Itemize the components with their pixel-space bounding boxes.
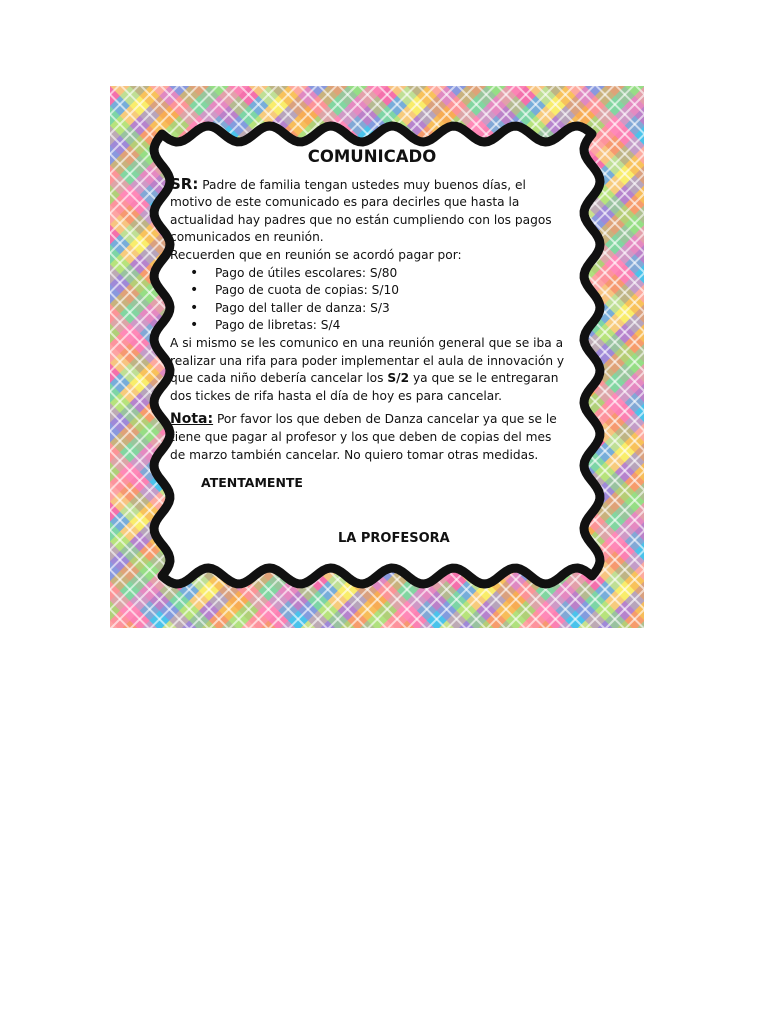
raffle-paragraph [170, 335, 566, 405]
note-paragraph [170, 411, 566, 464]
payment-item: • Pago de libretas: S/4 [170, 317, 566, 335]
note-label: Nota: [170, 411, 214, 428]
salutation: SR: [170, 174, 199, 193]
recall-line: Recuerden que en reunión se acordó pagar por: [170, 247, 462, 262]
raffle-text-start: A si mismo se les comunico en una reunión general que se iba a realizar una rifa para poder implementar el aula de innovación y que cada niño debería cancelar los [170, 335, 565, 386]
intro-paragraph [170, 176, 566, 247]
intro-text: Padre de familia tengan ustedes muy buenos días, el motivo de este comunicado es para decirles que hasta la actualidad hay padres que no están cumpliendo con los pagos comunicados en reunión. [170, 177, 552, 245]
notice-title: COMUNICADO [307, 147, 437, 166]
raffle-text-end: ya que se le entregaran dos tickes de rifa hasta el día de hoy es para cancelar. [170, 371, 559, 403]
payment-item: • Pago del taller de danza: S/3 [170, 300, 566, 318]
raffle-amount: S/2 [387, 371, 410, 386]
payment-item: • Pago de útiles escolares: S/80 [170, 265, 566, 283]
closing-text: ATENTAMENTE [201, 475, 303, 491]
note-text: Por favor los que deben de Danza cancelar ya que se le tiene que pagar al profesor y los que deben de copias del mes de marzo también cancelar. No quiero tomar otras medidas. [170, 412, 557, 462]
signature-text: LA PROFESORA [338, 530, 450, 546]
payment-list [170, 265, 566, 335]
payment-item: • Pago de cuota de copias: S/10 [170, 282, 566, 300]
notice-body [170, 146, 566, 547]
